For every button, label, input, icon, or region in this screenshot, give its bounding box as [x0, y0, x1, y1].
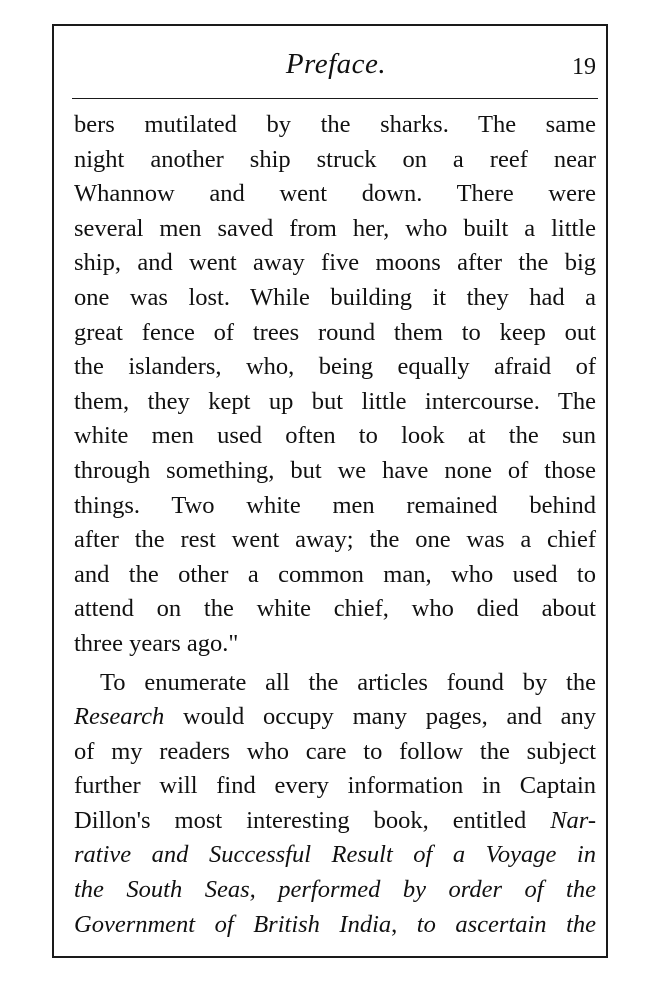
text-line: them, they kept up but little intercourse. The — [74, 387, 596, 415]
roman-text: would occupy many pages, and any — [164, 703, 596, 731]
italic-text: Nar- — [550, 806, 596, 834]
body-text — [74, 108, 596, 942]
italic-text: Government of British India — [74, 910, 392, 938]
text-line: further will find every information in Captain — [74, 772, 596, 800]
roman-text: Dillon's most interesting book, entitled — [74, 806, 551, 834]
text-line: rative and Successful Result of a Voyage in — [74, 841, 596, 869]
italic-text: Research — [74, 703, 165, 731]
text-line: night another ship struck on a reef near — [74, 145, 596, 173]
text-line: the South Seas, performed by order of the — [74, 876, 596, 904]
text-line — [74, 804, 596, 839]
text-line: one was lost. While building it they had a — [74, 283, 596, 311]
page-number: 19 — [572, 54, 596, 80]
text-line: Whannow and went down. There were — [74, 180, 596, 208]
paragraph-2 — [74, 666, 596, 943]
text-line — [74, 700, 596, 735]
text-line: three years ago." — [74, 629, 239, 657]
running-head — [72, 48, 600, 92]
text-line: attend on the white chief, who died about — [74, 595, 596, 623]
text-line: To enumerate all the articles found by the — [100, 668, 596, 696]
text-line: and the other a common man, who used to — [74, 560, 596, 588]
running-title: Preface. — [285, 48, 387, 80]
text-line: several men saved from her, who built a little — [74, 214, 596, 242]
text-line: of my readers who care to follow the subject — [74, 737, 596, 765]
text-line: the islanders, who, being equally afraid of — [74, 353, 596, 381]
text-line — [74, 908, 596, 943]
text-line: white men used often to look at the sun — [74, 422, 596, 450]
header-rule — [72, 98, 598, 99]
roman-text: , — [391, 910, 417, 938]
paragraph-1 — [74, 108, 596, 662]
text-line: after the rest went away; the one was a chief — [74, 526, 596, 554]
text-line: bers mutilated by the sharks. The same — [74, 111, 596, 138]
text-line: ship, and went away five moons after the big — [74, 249, 596, 277]
text-line: through something, but we have none of those — [74, 456, 596, 484]
text-line: things. Two white men remained behind — [74, 491, 596, 519]
italic-text: to ascertain the — [416, 910, 597, 938]
text-line: great fence of trees round them to keep out — [74, 318, 596, 346]
